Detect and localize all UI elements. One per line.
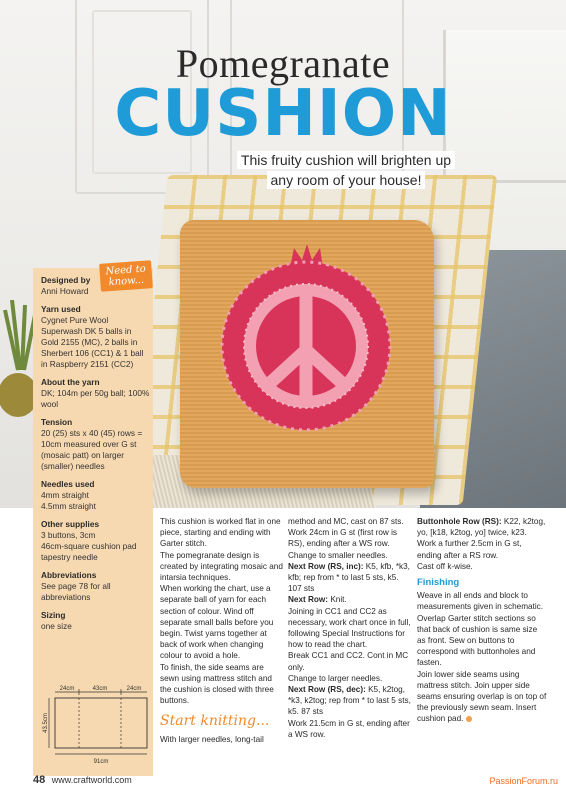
end-mark-icon: [466, 716, 472, 722]
standfirst-line-1: This fruity cushion will brighten up: [237, 151, 455, 169]
diagram-total-width: 91cm: [93, 759, 109, 765]
row-text: K5, kfb, *k3, kfb; rep from * to last 5 sts, k5. 107 sts: [288, 561, 410, 594]
paragraph: Break CC1 and CC2. Cont in MC only.: [288, 651, 409, 672]
sizing-text: one size: [41, 621, 72, 631]
watermark: PassionForum.ru: [489, 776, 558, 786]
title-line-1: Pomegranate: [175, 41, 391, 86]
yarn-used-label: Yarn used: [41, 304, 81, 314]
start-knitting-heading: Start knitting...: [160, 713, 270, 730]
row-text: K22, k2tog, yo, [k18, k2tog, yo] twice, k23.: [417, 517, 546, 538]
paragraph: When working the chart, use a separate ball of yarn for each section of colour. Wind off separate small balls before you begin. Twist yarns together at back of work when changing colour to avoid a hole.: [160, 584, 274, 661]
supply-item: 3 buttons, 3cm: [41, 530, 96, 540]
standfirst: [236, 150, 456, 190]
needles-item: 4.5mm straight: [41, 501, 96, 511]
standfirst-line-2: any room of your house!: [267, 171, 426, 189]
row-text: K5, k2tog, *k3, k2tog; rep from * to last 5 sts, k5. 87 sts: [288, 685, 411, 717]
paragraph: The pomegranate design is created by integrating mosaic and intarsia techniques.: [160, 550, 283, 583]
row-label: Next Row:: [288, 595, 329, 605]
paragraph: [417, 669, 547, 725]
tension-text: 20 (25) sts x 40 (45) rows = 10cm measured over G st (mosaic patt) on larger (smaller) needles: [41, 428, 143, 471]
paragraph: Work 21.5cm in G st, ending after a WS row.: [288, 718, 410, 739]
diagram-width-2: 43cm: [92, 686, 108, 692]
paragraph: Weave in all ends and block to measurements given in schematic.: [417, 591, 544, 612]
about-yarn-label: About the yarn: [41, 377, 100, 387]
abbreviations-label: Abbreviations: [41, 570, 97, 580]
designed-by-label: Designed by: [41, 275, 91, 285]
paragraph: Overlap Garter stitch sections so that back of cushion is same size as front. Sew on buttons to correspond with buttonholes and fasten.: [417, 613, 538, 668]
need-to-know-badge: Need to know...: [99, 260, 153, 292]
column-2: [288, 516, 414, 740]
diagram-height: 43.5cm: [43, 713, 49, 733]
paragraph: This cushion is worked flat in one piece, starting and ending with Garter stitch.: [160, 517, 281, 549]
paragraph: To finish, the side seams are sewn using mattress stitch and the cushion is closed with three buttons.: [160, 662, 274, 706]
paragraph: With larger needles, long-tail: [160, 734, 264, 744]
paragraph-text: Join lower side seams using mattress stitch. Join upper side seams ensuring overlap is on top of the previously sewn seam. Insert cushion pad.: [417, 669, 547, 724]
row-label: Next Row (RS, dec):: [288, 685, 366, 695]
pomegranate-peace-motif: [210, 238, 400, 438]
paragraph: method and MC, cast on 87 sts. Work 24cm in G st (first row is RS), ending after a WS row.: [288, 517, 404, 549]
row-label: Next Row (RS, inc):: [288, 561, 364, 571]
page-number: 48: [33, 774, 46, 786]
diagram-width-1: 24cm: [59, 686, 75, 692]
tension-label: Tension: [41, 417, 73, 427]
yarn-used-text: Cygnet Pure Wool Superwash DK 5 balls in Gold 2155 (MC), 2 balls in Sherbert 106 (CC1) & 1 ball in Raspberry 2151 (CC2): [41, 315, 144, 369]
supply-item: tapestry needle: [41, 552, 98, 562]
instruction-row: [288, 561, 414, 595]
page-footer: [33, 774, 132, 786]
paragraph: Joining in CC1 and CC2 as necessary, work chart once in full, following Special Instructions for how to read the chart.: [288, 606, 411, 650]
need-to-know-sidebar: [33, 268, 153, 776]
footer-url[interactable]: www.craftworld.com: [51, 775, 132, 785]
about-yarn-text: DK; 104m per 50g ball; 100% wool: [41, 388, 150, 409]
paragraph: Change to smaller needles.: [288, 550, 388, 560]
other-supplies-label: Other supplies: [41, 519, 100, 529]
instruction-row: [417, 516, 547, 538]
paragraph: Change to larger needles.: [288, 673, 383, 683]
needles-item: 4mm straight: [41, 490, 89, 500]
instruction-row: [288, 594, 414, 605]
sidebar-content: [41, 275, 151, 639]
needles-label: Needles used: [41, 479, 95, 489]
paragraph: Work a further 2.5cm in G st, ending after a RS row.: [417, 539, 522, 560]
supply-item: 46cm-square cushion pad: [41, 541, 137, 551]
designer-name: Anni Howard: [41, 286, 89, 296]
row-label: Buttonhole Row (RS):: [417, 517, 502, 526]
row-text: Knit.: [330, 595, 347, 605]
instruction-row: [288, 684, 414, 718]
column-3: [417, 516, 547, 725]
sizing-label: Sizing: [41, 610, 66, 620]
abbreviations-text: See page 78 for all abbreviations: [41, 581, 111, 602]
sizing-schematic: [41, 684, 149, 766]
column-1: [160, 516, 285, 745]
diagram-width-3: 24cm: [126, 686, 142, 692]
title-line-2: CUSHION: [114, 77, 452, 151]
paragraph: Cast off k-wise.: [417, 561, 473, 571]
finishing-heading: Finishing: [417, 577, 460, 589]
